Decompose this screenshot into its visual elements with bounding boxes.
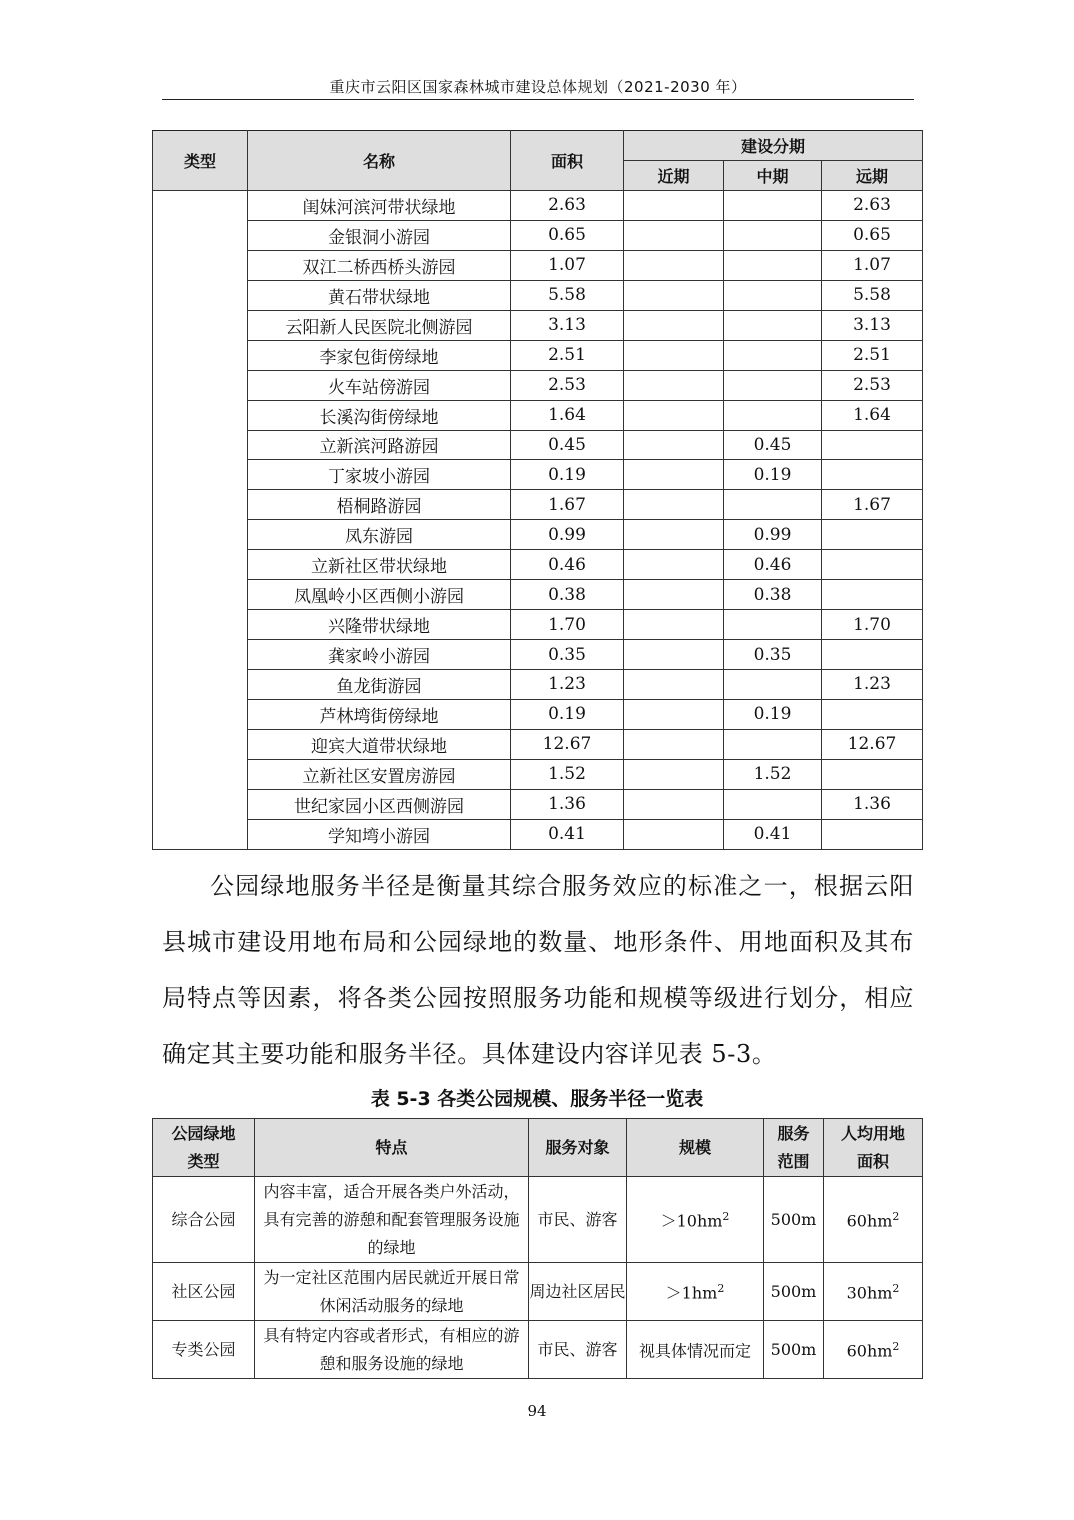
near-cell <box>624 490 724 520</box>
range-cell: 500m <box>764 1177 824 1263</box>
scale-cell <box>627 1263 764 1321</box>
table-row <box>153 1263 923 1321</box>
mid-cell: 0.46 <box>724 550 822 580</box>
far-cell <box>822 699 923 729</box>
area-cell: 0.65 <box>511 220 624 250</box>
range-cell: 500m <box>764 1321 824 1379</box>
mid-cell <box>724 191 822 221</box>
table-row <box>153 610 923 640</box>
header-feature: 特点 <box>255 1119 529 1177</box>
table-row <box>153 550 923 580</box>
name-cell: 黄石带状绿地 <box>248 280 511 310</box>
header-area: 面积 <box>511 131 624 191</box>
mid-cell <box>724 490 822 520</box>
paragraph-text: 公园绿地服务半径是衡量其综合服务效应的标准之一，根据云阳县城市建设用地布局和公园绿地的数量、地形条件、用地面积及其布局特点等因素，将各类公园按照服务功能和规模等级进行划分，相应确定其主要功能和服务半径。具体建设内容详见表 5-3。 <box>162 872 914 1068</box>
name-cell: 凤凰岭小区西侧小游园 <box>248 580 511 610</box>
scale-sup: 2 <box>722 1210 730 1224</box>
scale-sup: 2 <box>717 1282 725 1296</box>
near-cell <box>624 250 724 280</box>
mid-cell <box>724 340 822 370</box>
mid-cell <box>724 400 822 430</box>
far-cell: 3.13 <box>822 310 923 340</box>
table-row <box>153 370 923 400</box>
per-value: 60hm <box>846 1211 893 1231</box>
park-table-body <box>153 191 923 850</box>
per-value: 30hm <box>846 1283 893 1303</box>
mid-cell <box>724 280 822 310</box>
far-cell: 1.36 <box>822 789 923 819</box>
body-paragraph <box>162 858 914 1082</box>
scale-value: ＞1hm <box>665 1283 718 1303</box>
per-value: 60hm <box>846 1341 893 1361</box>
name-cell: 立新社区带状绿地 <box>248 550 511 580</box>
near-cell <box>624 670 724 700</box>
per-sup: 2 <box>892 1282 900 1296</box>
area-cell: 3.13 <box>511 310 624 340</box>
per-sup: 2 <box>892 1340 900 1354</box>
per-sup: 2 <box>892 1210 900 1224</box>
near-cell <box>624 759 724 789</box>
table-row <box>153 191 923 221</box>
near-cell <box>624 610 724 640</box>
area-cell: 1.70 <box>511 610 624 640</box>
table-row <box>153 699 923 729</box>
far-cell <box>822 550 923 580</box>
far-cell: 1.70 <box>822 610 923 640</box>
far-cell <box>822 759 923 789</box>
scale-value: 视具体情况而定 <box>638 1341 751 1361</box>
per-capita-cell <box>824 1177 923 1263</box>
mid-cell: 0.19 <box>724 460 822 490</box>
far-cell: 2.63 <box>822 191 923 221</box>
park-construction-table <box>152 130 923 850</box>
table-caption: 表 5-3 各类公园规模、服务半径一览表 <box>370 1088 704 1110</box>
header-range-line1: 服务 <box>777 1123 810 1143</box>
target-cell: 周边社区居民 <box>529 1263 627 1321</box>
far-cell: 12.67 <box>822 729 923 759</box>
feature-cell: 内容丰富，适合开展各类户外活动，具有完善的游憩和配套管理服务设施的绿地 <box>255 1177 529 1263</box>
far-cell <box>822 580 923 610</box>
mid-cell <box>724 220 822 250</box>
table-row <box>153 310 923 340</box>
type-cell <box>153 191 248 850</box>
far-cell: 1.67 <box>822 490 923 520</box>
area-cell: 0.41 <box>511 819 624 849</box>
table-row <box>153 340 923 370</box>
area-cell: 1.36 <box>511 789 624 819</box>
area-cell: 1.67 <box>511 490 624 520</box>
name-cell: 立新滨河路游园 <box>248 430 511 460</box>
table-row <box>153 220 923 250</box>
near-cell <box>624 310 724 340</box>
near-cell <box>624 699 724 729</box>
table-row <box>153 759 923 789</box>
park-type-cell: 综合公园 <box>153 1177 255 1263</box>
name-cell: 立新社区安置房游园 <box>248 759 511 789</box>
name-cell: 世纪家园小区西侧游园 <box>248 789 511 819</box>
park-scale-table <box>152 1118 923 1379</box>
park-type-cell: 社区公园 <box>153 1263 255 1321</box>
area-cell: 0.19 <box>511 460 624 490</box>
far-cell: 1.23 <box>822 670 923 700</box>
feature-cell: 具有特定内容或者形式，有相应的游憩和服务设施的绿地 <box>255 1321 529 1379</box>
name-cell: 兴隆带状绿地 <box>248 610 511 640</box>
header-mid: 中期 <box>724 161 822 191</box>
far-cell: 2.53 <box>822 370 923 400</box>
header-range <box>764 1119 824 1177</box>
header-name: 名称 <box>248 131 511 191</box>
per-capita-cell <box>824 1263 923 1321</box>
area-cell: 1.23 <box>511 670 624 700</box>
near-cell <box>624 580 724 610</box>
area-cell: 2.53 <box>511 370 624 400</box>
table-row <box>153 670 923 700</box>
area-cell: 1.52 <box>511 759 624 789</box>
header-per-line2: 面积 <box>856 1151 889 1171</box>
table-row <box>153 819 923 849</box>
mid-cell: 0.41 <box>724 819 822 849</box>
header-park-type-line2: 类型 <box>187 1151 220 1171</box>
near-cell <box>624 220 724 250</box>
page-header-title: 重庆市云阳区国家森林城市建设总体规划（2021-2030 年） <box>329 78 747 96</box>
mid-cell <box>724 370 822 400</box>
near-cell <box>624 280 724 310</box>
mid-cell: 0.45 <box>724 430 822 460</box>
far-cell <box>822 520 923 550</box>
near-cell <box>624 520 724 550</box>
area-cell: 0.45 <box>511 430 624 460</box>
header-near: 近期 <box>624 161 724 191</box>
mid-cell: 0.99 <box>724 520 822 550</box>
area-cell: 2.63 <box>511 191 624 221</box>
target-cell: 市民、游客 <box>529 1321 627 1379</box>
area-cell: 0.35 <box>511 640 624 670</box>
name-cell: 火车站傍游园 <box>248 370 511 400</box>
table-row <box>153 580 923 610</box>
far-cell <box>822 640 923 670</box>
header-range-line2: 范围 <box>777 1151 810 1171</box>
header-rule <box>162 99 914 100</box>
header-phase: 建设分期 <box>624 131 923 161</box>
mid-cell <box>724 310 822 340</box>
name-cell: 李家包街傍绿地 <box>248 340 511 370</box>
far-cell: 1.07 <box>822 250 923 280</box>
table-row <box>153 250 923 280</box>
name-cell: 迎宾大道带状绿地 <box>248 729 511 759</box>
scale-cell <box>627 1177 764 1263</box>
header-type: 类型 <box>153 131 248 191</box>
page-number: 94 <box>527 1402 547 1420</box>
table-row <box>153 729 923 759</box>
header-far: 远期 <box>822 161 923 191</box>
header-scale: 规模 <box>627 1119 764 1177</box>
per-capita-cell <box>824 1321 923 1379</box>
name-cell: 凤东游园 <box>248 520 511 550</box>
name-cell: 丁家坡小游园 <box>248 460 511 490</box>
mid-cell: 1.52 <box>724 759 822 789</box>
mid-cell <box>724 789 822 819</box>
table-row <box>153 520 923 550</box>
name-cell: 芦林塆街傍绿地 <box>248 699 511 729</box>
far-cell: 5.58 <box>822 280 923 310</box>
name-cell: 梧桐路游园 <box>248 490 511 520</box>
header-park-type <box>153 1119 255 1177</box>
header-target: 服务对象 <box>529 1119 627 1177</box>
area-cell: 0.38 <box>511 580 624 610</box>
area-cell: 0.99 <box>511 520 624 550</box>
area-cell: 1.07 <box>511 250 624 280</box>
name-cell: 鱼龙街游园 <box>248 670 511 700</box>
scale-value: ＞10hm <box>660 1211 723 1231</box>
mid-cell <box>724 250 822 280</box>
near-cell <box>624 640 724 670</box>
park-type-cell: 专类公园 <box>153 1321 255 1379</box>
name-cell: 云阳新人民医院北侧游园 <box>248 310 511 340</box>
area-cell: 0.19 <box>511 699 624 729</box>
mid-cell <box>724 670 822 700</box>
near-cell <box>624 430 724 460</box>
mid-cell: 0.19 <box>724 699 822 729</box>
area-cell: 5.58 <box>511 280 624 310</box>
area-cell: 0.46 <box>511 550 624 580</box>
table-row <box>153 1177 923 1263</box>
table-row <box>153 789 923 819</box>
mid-cell <box>724 729 822 759</box>
near-cell <box>624 550 724 580</box>
near-cell <box>624 400 724 430</box>
near-cell <box>624 191 724 221</box>
far-cell: 2.51 <box>822 340 923 370</box>
table-row <box>153 1321 923 1379</box>
header-park-type-line1: 公园绿地 <box>171 1123 236 1143</box>
name-cell: 双江二桥西桥头游园 <box>248 250 511 280</box>
mid-cell: 0.35 <box>724 640 822 670</box>
near-cell <box>624 460 724 490</box>
range-cell: 500m <box>764 1263 824 1321</box>
mid-cell: 0.38 <box>724 580 822 610</box>
near-cell <box>624 819 724 849</box>
target-cell: 市民、游客 <box>529 1177 627 1263</box>
name-cell: 闺妹河滨河带状绿地 <box>248 191 511 221</box>
far-cell: 1.64 <box>822 400 923 430</box>
far-cell <box>822 819 923 849</box>
table-row <box>153 640 923 670</box>
table-row <box>153 400 923 430</box>
name-cell: 龚家岭小游园 <box>248 640 511 670</box>
area-cell: 2.51 <box>511 340 624 370</box>
far-cell <box>822 430 923 460</box>
table-row <box>153 280 923 310</box>
near-cell <box>624 789 724 819</box>
table-row <box>153 460 923 490</box>
name-cell: 学知塆小游园 <box>248 819 511 849</box>
name-cell: 金银洞小游园 <box>248 220 511 250</box>
header-per-capita <box>824 1119 923 1177</box>
near-cell <box>624 340 724 370</box>
table-row <box>153 490 923 520</box>
far-cell <box>822 460 923 490</box>
area-cell: 1.64 <box>511 400 624 430</box>
area-cell: 12.67 <box>511 729 624 759</box>
near-cell <box>624 729 724 759</box>
feature-cell: 为一定社区范围内居民就近开展日常休闲活动服务的绿地 <box>255 1263 529 1321</box>
far-cell: 0.65 <box>822 220 923 250</box>
table-row <box>153 430 923 460</box>
header-per-line1: 人均用地 <box>840 1123 905 1143</box>
mid-cell <box>724 610 822 640</box>
near-cell <box>624 370 724 400</box>
name-cell: 长溪沟街傍绿地 <box>248 400 511 430</box>
scale-cell <box>627 1321 764 1379</box>
